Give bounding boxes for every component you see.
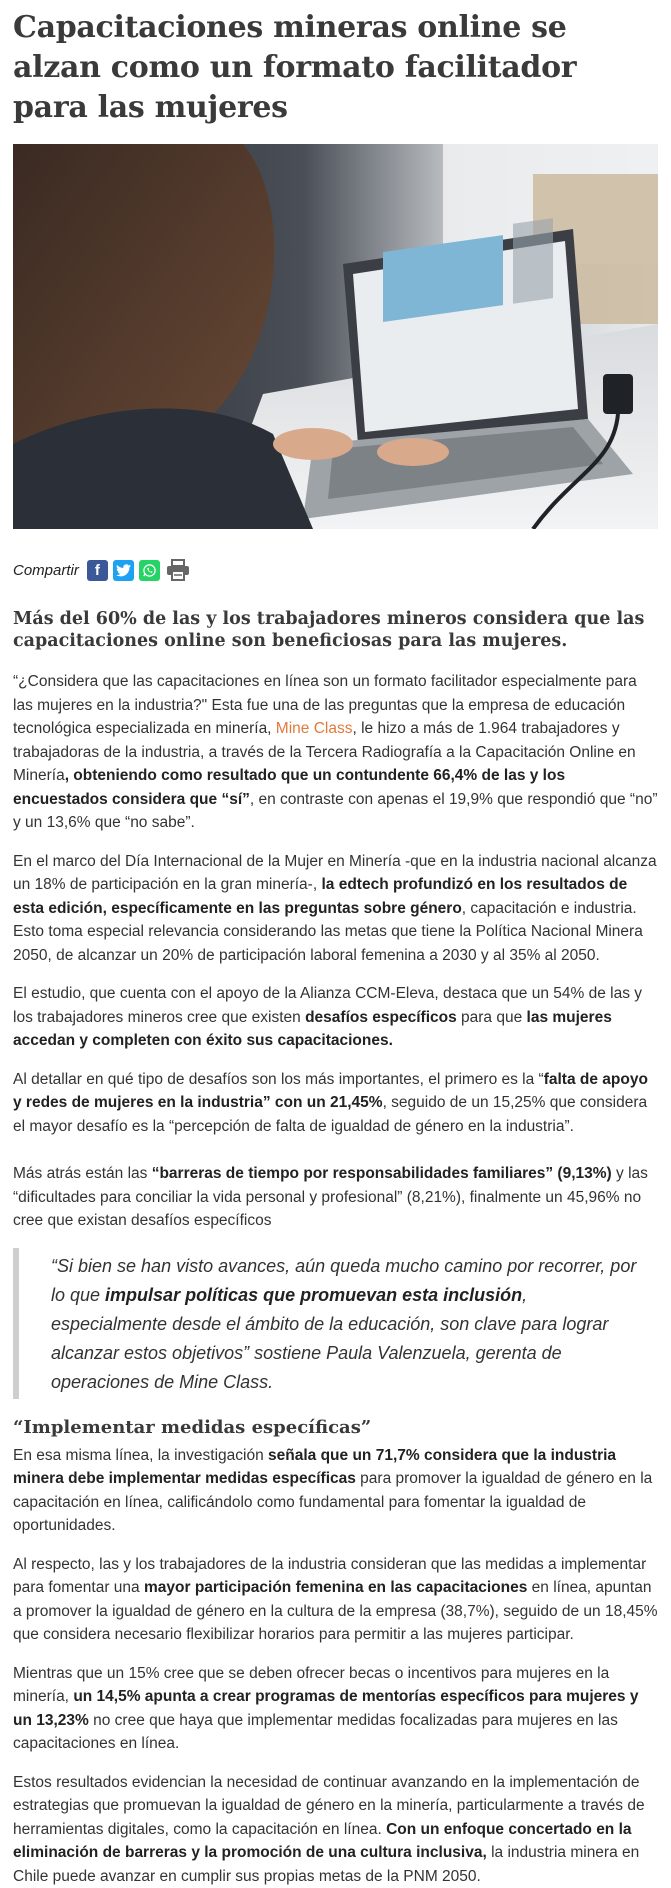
paragraph-4: Al detallar en qué tipo de desafíos son los más importantes, el primero es la “falta de apoyo y redes de mujeres en la industria” con un 21,45%, seguido de un 15,25% que considera el mayor desafío es la “percepción de falta de igualdad de género en la industria”.	[13, 1068, 658, 1139]
hero-image	[13, 144, 658, 529]
paragraph-2: En el marco del Día Internacional de la Mujer en Minería -que en la industria nacional alcanza un 18% de participación en la gran minería-, la edtech profundizó en los resultados de esta edición, específicamente en las preguntas sobre género, capacitación e industria. Esto toma especial relevancia considerando las metas que tiene la Política Nacional Minera 2050, de alcanzar un 20% de participación laboral femenina a 2030 y al 35% al 2050.	[13, 850, 658, 968]
mine-class-link[interactable]: Mine Class	[276, 720, 353, 737]
paragraph-3: El estudio, que cuenta con el apoyo de la Alianza CCM-Eleva, destaca que un 54% de las y los trabajadores mineros cree que existen desafíos específicos para que las mujeres accedan y completen con éxito sus capacitaciones.	[13, 982, 658, 1053]
whatsapp-icon[interactable]	[139, 560, 160, 581]
share-bar	[13, 558, 658, 582]
twitter-icon[interactable]	[113, 560, 134, 581]
print-icon[interactable]	[165, 560, 191, 581]
article-subtitle: Más del 60% de las y los trabajadores mineros considera que las capacitaciones online son beneficiosas para las mujeres.	[13, 608, 658, 652]
section-heading: “Implementar medidas específicas”	[13, 1417, 658, 1438]
paragraph-8: Mientras que un 15% cree que se deben ofrecer becas o incentivos para mujeres en la minería, un 14,5% apunta a crear programas de mentorías específicos para mujeres y un 13,23% no cree que haya que implementar medidas focalizadas para mujeres en las capacitaciones en línea.	[13, 1662, 658, 1756]
paragraph-5: Más atrás están las “barreras de tiempo por responsabilidades familiares” (9,13%) y las “dificultades para conciliar la vida personal y profesional” (8,21%), finalmente un 45,96% no cree que existan desafíos específicos	[13, 1162, 658, 1233]
facebook-icon[interactable]: f	[87, 560, 108, 581]
pull-quote: “Si bien se han visto avances, aún queda mucho camino por recorrer, por lo que impulsar políticas que promuevan esta inclusión, especialmente desde el ámbito de la educación, son clave para lograr alcanzar estos objetivos” sostiene Paula Valenzuela, gerenta de operaciones de Mine Class.	[13, 1248, 658, 1399]
paragraph-7: Al respecto, las y los trabajadores de la industria consideran que las medidas a implementar para fomentar una mayor participación femenina en las capacitaciones en línea, apuntan a promover la igualdad de género en la cultura de la empresa (38,7%), seguido de un 18,45% que considera necesario flexibilizar horarios para permitir a las mujeres participar.	[13, 1553, 658, 1647]
hero-photo-illustration	[13, 144, 658, 529]
article	[0, 8, 671, 1888]
article-title: Capacitaciones mineras online se alzan como un formato facilitador para las mujeres	[13, 8, 658, 128]
share-label: Compartir	[13, 562, 79, 579]
paragraph-9: Estos resultados evidencian la necesidad de continuar avanzando en la implementación de estrategias que promuevan la igualdad de género en la minería, particularmente a través de herramientas digitales, como la capacitación en línea. Con un enfoque concertado en la eliminación de barreras y la promoción de una cultura inclusiva, la industria minera en Chile puede avanzar en cumplir sus propias metas de la PNM 2050.	[13, 1771, 658, 1888]
paragraph-1: “¿Considera que las capacitaciones en línea son un formato facilitador especialmente para las mujeres en la industria?" Esta fue una de las preguntas que la empresa de educación tecnológica especializada en minería, Mine Class, le hizo a más de 1.964 trabajadores y trabajadoras de la industria, a través de la Tercera Radiografía a la Capacitación Online en Minería, obteniendo como resultado que un contundente 66,4% de las y los encuestados considera que “sí”, en contraste con apenas el 19,9% que respondió que “no” y un 13,6% que “no sabe”.	[13, 670, 658, 835]
paragraph-6: En esa misma línea, la investigación señala que un 71,7% considera que la industria minera debe implementar medidas específicas para promover la igualdad de género en la capacitación en línea, calificándolo como fundamental para fomentar la igualdad de oportunidades.	[13, 1444, 658, 1538]
